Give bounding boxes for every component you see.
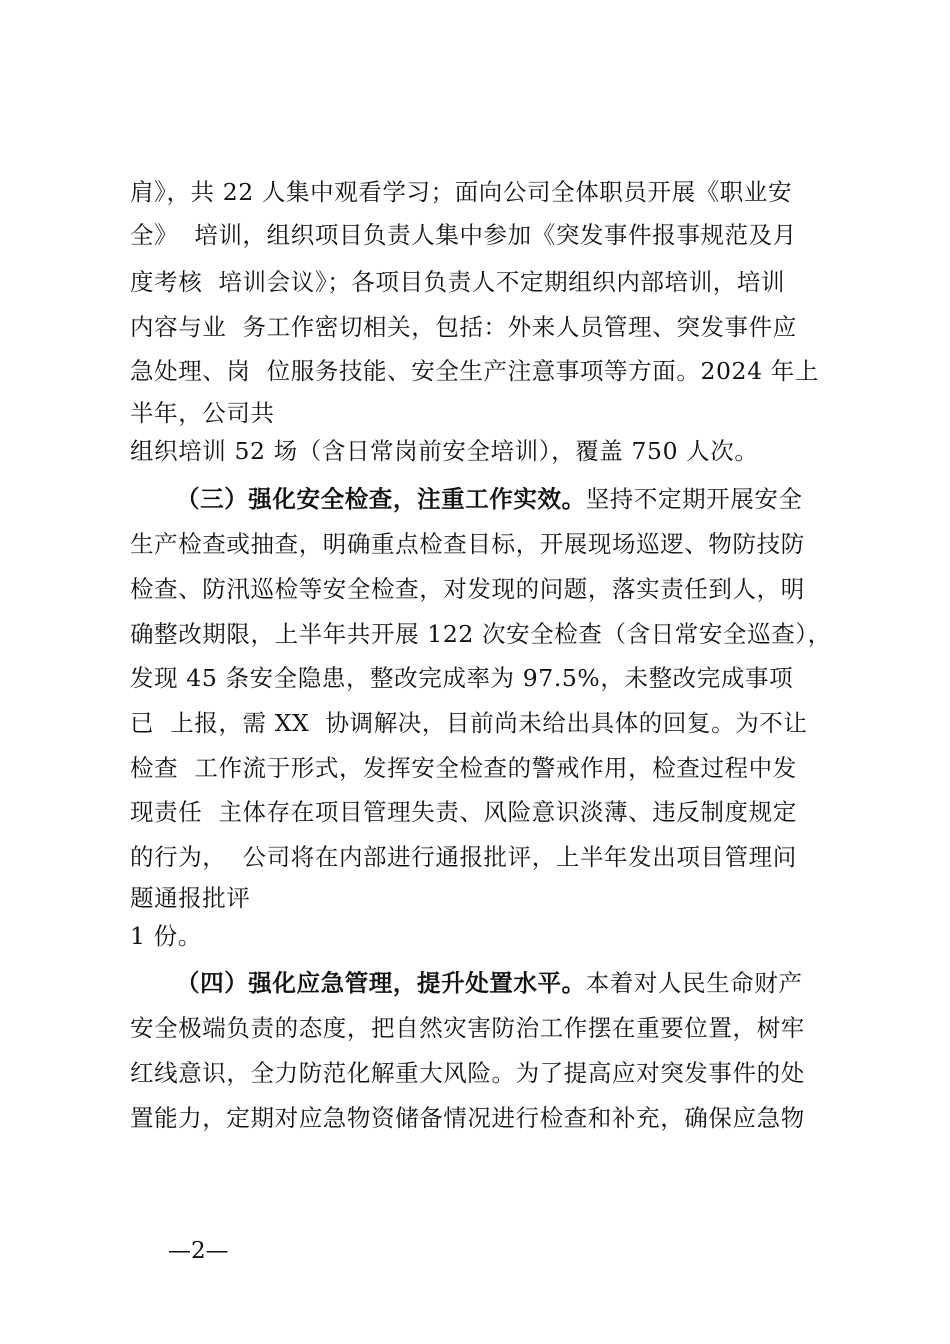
paragraph-line: 安全极端负责的态度，把自然灾害防治工作摆在重要位置，树牢 [130, 1014, 805, 1042]
paragraph-line: 半年，公司共 [130, 399, 275, 427]
section-4-heading: （四）强化应急管理，提升处置水平。 [176, 969, 586, 997]
paragraph-line: 检查、防汛巡检等安全检查，对发现的问题，落实责任到人，明 [130, 575, 805, 603]
section-4-first-rest: 本着对人民生命财产 [585, 969, 803, 997]
section-4-first-line [176, 968, 803, 998]
paragraph-line: 组织培训 52 场（含日常岗前安全培训），覆盖 750 人次。 [130, 437, 759, 465]
section-3-first-line [176, 484, 803, 514]
section-3-first-rest: 坚持不定期开展安全 [585, 485, 803, 513]
paragraph-line: 检查 工作流于形式，发挥安全检查的警戒作用，检查过程中发 [130, 754, 797, 782]
paragraph-line: 红线意识，全力防范化解重大风险。为了提高应对突发事件的处 [130, 1059, 805, 1087]
paragraph-line: 急处理、岗 位服务技能、安全生产注意事项等方面。2024 年上 [130, 357, 819, 385]
paragraph-line: 题通报批评 [130, 884, 251, 912]
section-3-heading: （三）强化安全检查，注重工作实效。 [176, 485, 586, 513]
paragraph-line: 度考核 培训会议》；各项目负责人不定期组织内部培训，培训 [130, 268, 786, 296]
paragraph-line: 内容与业 务工作密切相关，包括：外来人员管理、突发事件应 [130, 313, 797, 341]
paragraph-line: 现责任 主体存在项目管理失责、风险意识淡薄、违反制度规定 [130, 798, 797, 826]
paragraph-line: 1 份。 [130, 922, 202, 950]
paragraph-line: 肩》，共 22 人集中观看学习；面向公司全体职员开展《职业安 [130, 178, 793, 206]
paragraph-line: 的行为， 公司将在内部进行通报批评，上半年发出项目管理问 [130, 843, 797, 871]
paragraph-line: 全》 培训，组织项目负责人集中参加《突发事件报事规范及月 [130, 221, 797, 249]
paragraph-line: 生产检查或抽查，明确重点检查目标，开展现场巡逻、物防技防 [130, 530, 805, 558]
paragraph-line: 发现 45 条安全隐患，整改完成率为 97.5%，未整改完成事项 [130, 664, 794, 692]
paragraph-line: 已 上报，需 XX 协调解决，目前尚未给出具体的回复。为不让 [130, 709, 808, 737]
paragraph-line: 确整改期限，上半年共开展 122 次安全检查（含日常安全巡查）， [130, 620, 832, 648]
paragraph-line: 置能力，定期对应急物资储备情况进行检查和补充，确保应急物 [130, 1104, 805, 1132]
page-number: —2— [168, 1238, 229, 1264]
